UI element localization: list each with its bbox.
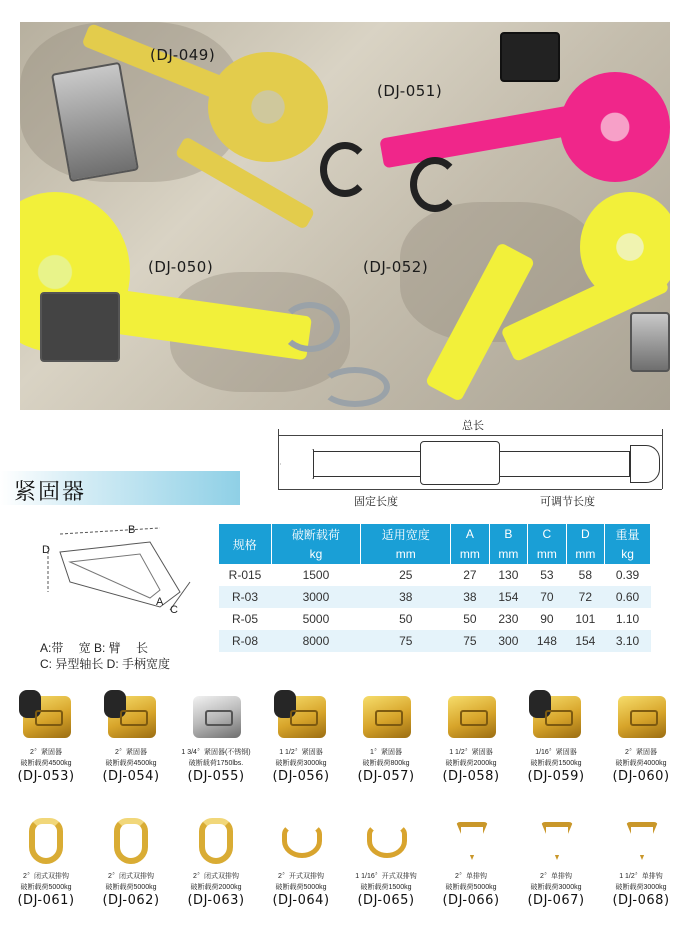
table-cell: 27 xyxy=(451,564,489,586)
product-caption: 1/16〞紧固器 xyxy=(535,749,577,756)
wire-hook-icon xyxy=(367,824,407,858)
dim-label-c: C xyxy=(170,604,178,616)
product-code: (DJ-061) xyxy=(17,893,75,908)
ratchet-product xyxy=(516,688,596,784)
section-title: 紧固器 xyxy=(14,480,87,505)
product-load-rating: 破断载荷5000kg xyxy=(20,884,72,891)
product-load-rating: 破断载荷5000kg xyxy=(105,884,157,891)
product-code: (DJ-049) xyxy=(150,46,216,64)
table-cell: 300 xyxy=(489,630,527,652)
dim-label-d: D xyxy=(42,544,50,556)
ratchet-buckle-icon xyxy=(363,696,411,738)
product-code: (DJ-059) xyxy=(527,769,585,784)
ratchet-product xyxy=(431,688,511,784)
product-load-rating: 破断载荷4500kg xyxy=(20,760,72,767)
table-cell: 38 xyxy=(451,586,489,608)
strap-coil xyxy=(560,72,670,182)
hook-photo xyxy=(440,812,502,870)
product-code: (DJ-065) xyxy=(357,893,415,908)
spec-table xyxy=(219,524,651,652)
table-cell: 58 xyxy=(566,564,604,586)
adjustable-length-label: 可调节长度 xyxy=(540,496,595,508)
col-header: 破断载荷 xyxy=(271,524,361,544)
product-code: (DJ-051) xyxy=(377,82,443,100)
unit-header: mm xyxy=(361,544,451,564)
table-row xyxy=(219,630,651,652)
total-length-label: 总长 xyxy=(462,420,484,432)
table-cell: 1.10 xyxy=(605,608,651,630)
hook-product xyxy=(346,812,426,908)
product-caption: 2〞闭式双排钩 xyxy=(193,873,239,880)
end-hook-outline xyxy=(630,445,660,483)
product-code: (DJ-062) xyxy=(102,893,160,908)
unit-header: kg xyxy=(271,544,361,564)
table-cell: 130 xyxy=(489,564,527,586)
hook-photo xyxy=(525,812,587,870)
table-cell: 72 xyxy=(566,586,604,608)
table-cell: 1500 xyxy=(271,564,361,586)
hook-photo xyxy=(100,812,162,870)
table-row xyxy=(219,608,651,630)
hook-product xyxy=(516,812,596,908)
ratchet-photo xyxy=(270,688,332,746)
j-hook-icon xyxy=(199,818,233,864)
product-code: (DJ-057) xyxy=(357,769,415,784)
product-caption: 1 3/4〞紧固器(不锈钢) xyxy=(181,749,251,756)
product-load-rating: 破断载荷4500kg xyxy=(105,760,157,767)
ratchet-photo xyxy=(525,688,587,746)
table-cell: 50 xyxy=(361,608,451,630)
table-cell: 5000 xyxy=(271,608,361,630)
table-cell: 3000 xyxy=(271,586,361,608)
ratchet-buckle xyxy=(40,292,120,362)
table-cell: R-03 xyxy=(219,586,271,608)
product-load-rating: 破断载荷5000kg xyxy=(275,884,327,891)
product-caption: 1 1/2〞紧固器 xyxy=(449,749,493,756)
hook-product xyxy=(176,812,256,908)
table-cell: 25 xyxy=(361,564,451,586)
hook-product xyxy=(261,812,341,908)
product-caption: 2〞闭式双排钩 xyxy=(23,873,69,880)
ratchet-buckle-icon xyxy=(23,696,71,738)
product-caption: 1〞紧固器 xyxy=(370,749,402,756)
end-hook-outline xyxy=(280,449,314,479)
product-caption: 2〞紧固器 xyxy=(30,749,62,756)
delta-hook-icon xyxy=(541,822,573,860)
hook-product xyxy=(91,812,171,908)
product-load-rating: 破断载荷3000kg xyxy=(615,884,667,891)
dim-label-b: B xyxy=(128,524,136,536)
hook-product xyxy=(6,812,86,908)
legend-line: C: 异型轴长 D: 手柄宽度 xyxy=(40,657,171,671)
table-cell: 90 xyxy=(528,608,566,630)
table-cell: 0.39 xyxy=(605,564,651,586)
col-header: A xyxy=(451,524,489,544)
product-code: (DJ-050) xyxy=(148,258,214,276)
unit-header: kg xyxy=(605,544,651,564)
product-code: (DJ-064) xyxy=(272,893,330,908)
table-cell: 154 xyxy=(489,586,527,608)
ratchet-buckle-icon xyxy=(533,696,581,738)
product-caption: 2〞紧固器 xyxy=(625,749,657,756)
ratchet-photo xyxy=(610,688,672,746)
hook-product xyxy=(601,812,681,908)
col-header: 规格 xyxy=(219,524,271,564)
table-cell: R-08 xyxy=(219,630,271,652)
ratchet-photo xyxy=(440,688,502,746)
unit-header: mm xyxy=(451,544,489,564)
ratchet-photo xyxy=(185,688,247,746)
table-cell: 0.60 xyxy=(605,586,651,608)
table-cell: 53 xyxy=(528,564,566,586)
ratchet-buckle xyxy=(500,32,560,82)
ratchet-buckle-icon xyxy=(278,696,326,738)
product-caption: 2〞单排钩 xyxy=(455,873,487,880)
hook-photo xyxy=(355,812,417,870)
legend-line: A:带 宽 B: 臂 长 xyxy=(40,641,149,655)
product-load-rating: 破断载荷800kg xyxy=(362,760,410,767)
ratchet-product xyxy=(91,688,171,784)
ratchet-product xyxy=(6,688,86,784)
table-cell: 75 xyxy=(451,630,489,652)
j-hook-icon xyxy=(29,818,63,864)
product-code: (DJ-066) xyxy=(442,893,500,908)
product-caption: 1 1/2〞紧固器 xyxy=(279,749,323,756)
col-header: C xyxy=(528,524,566,544)
table-cell: 101 xyxy=(566,608,604,630)
table-cell: 3.10 xyxy=(605,630,651,652)
product-code: (DJ-055) xyxy=(187,769,245,784)
table-row xyxy=(219,564,651,586)
table-cell: 148 xyxy=(528,630,566,652)
ratchet-photo xyxy=(15,688,77,746)
hook-icon xyxy=(410,157,460,212)
hook-icon xyxy=(320,142,370,197)
product-code: (DJ-060) xyxy=(612,769,670,784)
hook-photo xyxy=(185,812,247,870)
product-code: (DJ-053) xyxy=(17,769,75,784)
buckle-dimension-diagram xyxy=(40,522,200,622)
table-cell: 75 xyxy=(361,630,451,652)
ratchet-product xyxy=(601,688,681,784)
product-code: (DJ-052) xyxy=(363,258,429,276)
strap-coil xyxy=(208,52,328,162)
ratchet-buckle-icon xyxy=(618,696,666,738)
product-caption: 2〞闭式双排钩 xyxy=(108,873,154,880)
unit-header: mm xyxy=(528,544,566,564)
table-cell: 50 xyxy=(451,608,489,630)
product-load-rating: 破断载荷1500kg xyxy=(530,760,582,767)
product-code: (DJ-054) xyxy=(102,769,160,784)
hook-photo xyxy=(610,812,672,870)
dim-label-a: A xyxy=(156,596,164,608)
section-header xyxy=(0,471,240,505)
col-header: 适用宽度 xyxy=(361,524,451,544)
ratchet-product xyxy=(346,688,426,784)
product-code: (DJ-063) xyxy=(187,893,245,908)
hook-photo xyxy=(270,812,332,870)
table-cell: R-015 xyxy=(219,564,271,586)
col-header: 重量 xyxy=(605,524,651,544)
wire-hook-icon xyxy=(282,824,322,858)
table-cell: 8000 xyxy=(271,630,361,652)
ratchet-photo xyxy=(100,688,162,746)
product-load-rating: 破断载荷5000kg xyxy=(445,884,497,891)
col-header: B xyxy=(489,524,527,544)
ratchet-photo xyxy=(355,688,417,746)
table-cell: 230 xyxy=(489,608,527,630)
product-load-rating: 破断载荷4000kg xyxy=(615,760,667,767)
product-caption: 2〞开式双排钩 xyxy=(278,873,324,880)
product-caption: 1 1/2〞单排钩 xyxy=(619,873,663,880)
ratchet-product xyxy=(261,688,341,784)
hook-product xyxy=(431,812,511,908)
table-cell: 38 xyxy=(361,586,451,608)
hook-photo xyxy=(15,812,77,870)
product-code: (DJ-056) xyxy=(272,769,330,784)
hook-icon xyxy=(320,367,390,407)
delta-hook-icon xyxy=(456,822,488,860)
unit-header: mm xyxy=(489,544,527,564)
ratchet-product xyxy=(176,688,256,784)
strap-length-diagram xyxy=(270,415,670,507)
product-load-rating: 破断载荷2000kg xyxy=(445,760,497,767)
ratchet-buckle-icon xyxy=(193,696,241,738)
ratchet-buckle xyxy=(630,312,670,372)
delta-hook-icon xyxy=(626,822,658,860)
product-load-rating: 破断载荷3000kg xyxy=(530,884,582,891)
dimension-legend xyxy=(40,640,170,672)
product-load-rating: 破断载荷1500kg xyxy=(360,884,412,891)
product-code: (DJ-067) xyxy=(527,893,585,908)
unit-header: mm xyxy=(566,544,604,564)
product-load-rating: 破断载荷2000kg xyxy=(190,884,242,891)
table-row xyxy=(219,586,651,608)
table-cell: 70 xyxy=(528,586,566,608)
j-hook-icon xyxy=(114,818,148,864)
product-load-rating: 破断载荷3000kg xyxy=(275,760,327,767)
col-header: D xyxy=(566,524,604,544)
product-caption: 1 1/16〞开式双排钩 xyxy=(355,873,417,880)
product-code: (DJ-058) xyxy=(442,769,500,784)
product-caption: 2〞紧固器 xyxy=(115,749,147,756)
product-photo xyxy=(20,22,670,410)
fixed-length-label: 固定长度 xyxy=(354,496,398,508)
product-code: (DJ-068) xyxy=(612,893,670,908)
ratchet-outline xyxy=(420,441,500,485)
ratchet-buckle-icon xyxy=(448,696,496,738)
table-cell: 154 xyxy=(566,630,604,652)
hook-icon xyxy=(280,302,340,352)
ratchet-buckle-icon xyxy=(108,696,156,738)
product-caption: 2〞单排钩 xyxy=(540,873,572,880)
product-load-rating: 破断载荷1750lbs. xyxy=(188,760,244,767)
table-cell: R-05 xyxy=(219,608,271,630)
